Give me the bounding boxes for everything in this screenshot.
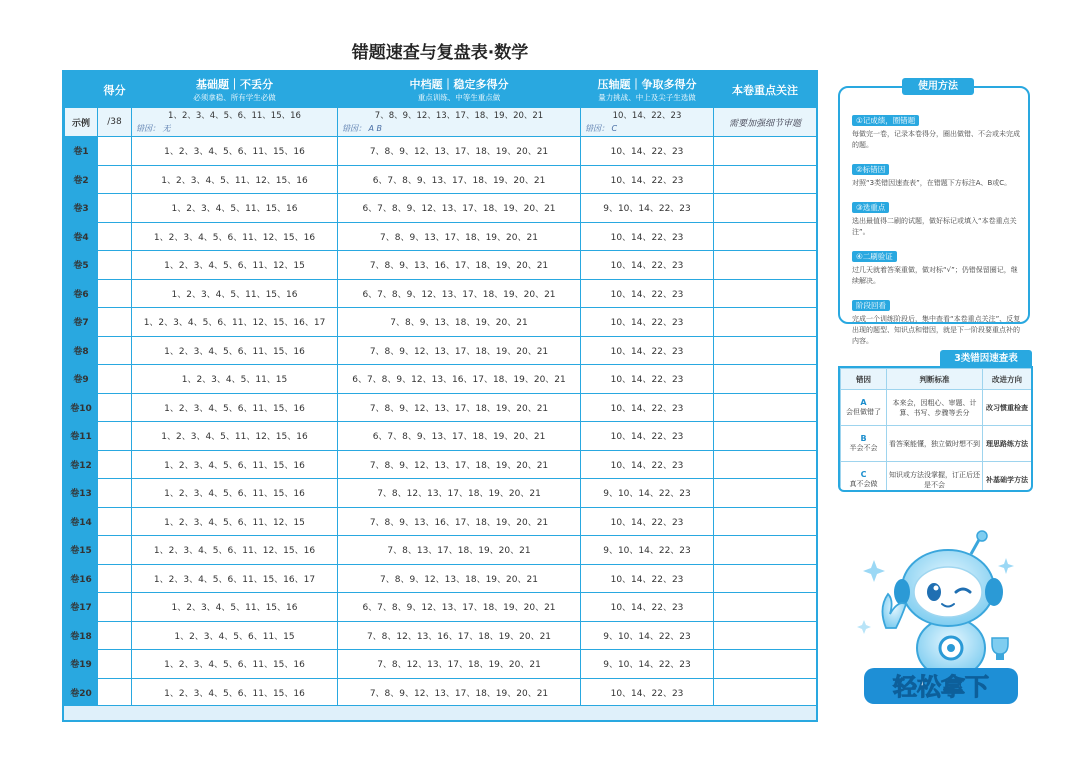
score-cell[interactable] xyxy=(98,194,132,223)
basic-cell: 1、2、3、4、5、6、11、12、15、16 xyxy=(132,536,338,565)
type-direction: 补基础学方法 xyxy=(983,462,1032,493)
basic-cell: 1、2、3、4、5、6、11、15、16 xyxy=(132,137,338,166)
row-label: 卷3 xyxy=(65,194,98,223)
hard-cell: 10、14、22、23 xyxy=(581,222,714,251)
mid-cell: 7、8、12、13、17、18、19、20、21 xyxy=(338,479,581,508)
usage-step-text: 完成一个训练阶段后，集中查看“本卷重点关注”、反复出现的题型、知识点和错因，就是下一阶段要重点补的内容。 xyxy=(852,315,1021,345)
hard-cell: 10、14、22、23 xyxy=(581,393,714,422)
focus-cell[interactable] xyxy=(714,621,817,650)
hard-cell: 10、14、22、23 xyxy=(581,365,714,394)
row-label: 卷20 xyxy=(65,678,98,707)
example-row xyxy=(65,108,817,137)
mid-cell: 7、8、9、12、13、17、18、19、20、21 错因： A B xyxy=(338,108,581,137)
row-label: 卷15 xyxy=(65,536,98,565)
score-cell[interactable] xyxy=(98,536,132,565)
type-direction: 改习惯重检查 xyxy=(983,390,1032,426)
usage-steps xyxy=(852,108,1022,353)
focus-cell[interactable]: 需要加强细节审题 xyxy=(714,108,817,137)
type-criteria: 知识或方法没掌握，订正后还是不会 xyxy=(887,462,983,493)
table-row xyxy=(65,365,817,394)
focus-cell[interactable] xyxy=(714,536,817,565)
basic-cell: 1、2、3、4、5、11、12、15、16 xyxy=(132,422,338,451)
score-cell[interactable] xyxy=(98,165,132,194)
table-row xyxy=(65,479,817,508)
mid-cell: 6、7、8、9、12、13、16、17、18、19、20、21 xyxy=(338,365,581,394)
mid-cell: 7、8、9、12、13、17、18、19、20、21 xyxy=(338,678,581,707)
basic-cell: 1、2、3、4、5、11、15、16 xyxy=(132,593,338,622)
mid-cell: 7、8、9、13、18、19、20、21 xyxy=(338,308,581,337)
types-header-direction: 改进方向 xyxy=(983,369,1032,390)
score-cell[interactable] xyxy=(98,393,132,422)
usage-step-title: ③选重点 xyxy=(852,202,889,213)
table-row xyxy=(65,165,817,194)
focus-cell[interactable] xyxy=(714,450,817,479)
mid-cell: 7、8、9、13、16、17、18、19、20、21 xyxy=(338,251,581,280)
mascot-text: 轻松拿下 xyxy=(893,673,989,701)
mid-cell: 7、8、13、17、18、19、20、21 xyxy=(338,536,581,565)
hard-cell: 10、14、22、23 xyxy=(581,593,714,622)
table-row xyxy=(65,621,817,650)
focus-cell[interactable] xyxy=(714,678,817,707)
types-header-criteria: 判断标准 xyxy=(887,369,983,390)
focus-cell[interactable] xyxy=(714,650,817,679)
hard-cell: 9、10、14、22、23 xyxy=(581,621,714,650)
usage-step-title: ①记成绩，圈错题 xyxy=(852,115,919,126)
table-row xyxy=(65,564,817,593)
hard-cell: 9、10、14、22、23 xyxy=(581,536,714,565)
header-focus: 本卷重点关注 xyxy=(714,73,817,108)
focus-cell[interactable] xyxy=(714,137,817,166)
type-letter: B xyxy=(860,434,867,443)
focus-cell[interactable] xyxy=(714,365,817,394)
robot-mascot-illustration xyxy=(856,530,1026,710)
type-desc: 半会不会 xyxy=(849,444,878,452)
hard-cell: 10、14、22、23 xyxy=(581,336,714,365)
usage-step xyxy=(852,157,1022,189)
header-blank xyxy=(65,73,98,108)
table-row xyxy=(65,137,817,166)
mid-cell: 7、8、9、12、13、17、18、19、20、21 xyxy=(338,137,581,166)
table-row xyxy=(65,279,817,308)
score-cell[interactable] xyxy=(98,222,132,251)
focus-cell[interactable] xyxy=(714,479,817,508)
score-cell[interactable] xyxy=(98,308,132,337)
basic-cell: 1、2、3、4、5、11、15 xyxy=(132,365,338,394)
type-direction: 理思路练方法 xyxy=(983,426,1032,462)
table-row xyxy=(65,222,817,251)
basic-cell: 1、2、3、4、5、6、11、15 xyxy=(132,621,338,650)
mid-cell: 6、7、8、9、12、13、17、18、19、20、21 xyxy=(338,593,581,622)
types-header-cause: 错因 xyxy=(841,369,887,390)
row-label: 卷1 xyxy=(65,137,98,166)
basic-cell: 1、2、3、4、5、6、11、15、16、17 xyxy=(132,564,338,593)
usage-step xyxy=(852,108,1022,151)
row-label: 卷16 xyxy=(65,564,98,593)
basic-cell: 1、2、3、4、5、6、11、15、16 xyxy=(132,678,338,707)
hard-cell: 10、14、22、23 xyxy=(581,137,714,166)
focus-cell[interactable] xyxy=(714,279,817,308)
usage-step-title: ②标错因 xyxy=(852,164,889,175)
mid-cell: 7、8、9、12、13、17、18、19、20、21 xyxy=(338,393,581,422)
focus-cell[interactable] xyxy=(714,336,817,365)
row-label: 卷4 xyxy=(65,222,98,251)
score-cell[interactable] xyxy=(98,479,132,508)
focus-cell[interactable] xyxy=(714,222,817,251)
header-score: 得分 xyxy=(98,73,132,108)
header-hard: 压轴题｜争取多得分 量力挑战、中上及尖子生选做 xyxy=(581,73,714,108)
mid-cell: 6、7、8、9、12、13、17、18、19、20、21 xyxy=(338,194,581,223)
hard-cell: 10、14、22、23 xyxy=(581,450,714,479)
row-label: 卷11 xyxy=(65,422,98,451)
score-cell[interactable] xyxy=(98,450,132,479)
score-cell[interactable] xyxy=(98,593,132,622)
score-cell[interactable] xyxy=(98,422,132,451)
row-label: 卷6 xyxy=(65,279,98,308)
row-label: 卷12 xyxy=(65,450,98,479)
mid-cell: 6、7、8、9、13、17、18、19、20、21 xyxy=(338,422,581,451)
hard-cell: 10、14、22、23 xyxy=(581,507,714,536)
score-cell[interactable] xyxy=(98,137,132,166)
type-desc: 会但做错了 xyxy=(846,408,881,416)
score-cell[interactable]: /38 xyxy=(98,108,132,137)
table-row xyxy=(65,336,817,365)
focus-cell[interactable] xyxy=(714,507,817,536)
row-label: 卷17 xyxy=(65,593,98,622)
hard-cell: 9、10、14、22、23 xyxy=(581,650,714,679)
type-criteria: 看答案能懂，独立做时想不到 xyxy=(887,426,983,462)
mid-cell: 6、7、8、9、12、13、17、18、19、20、21 xyxy=(338,279,581,308)
robot-icon xyxy=(856,530,1026,710)
basic-cell: 1、2、3、4、5、6、11、12、15、16、17 xyxy=(132,308,338,337)
hard-cell: 10、14、22、23 xyxy=(581,251,714,280)
usage-step xyxy=(852,244,1022,287)
type-row xyxy=(841,462,1032,493)
header-basic: 基础题｜不丢分 必须拿稳、所有学生必做 xyxy=(132,73,338,108)
table-row xyxy=(65,393,817,422)
row-label: 卷5 xyxy=(65,251,98,280)
basic-cell: 1、2、3、4、5、6、11、15、16 xyxy=(132,393,338,422)
basic-cell: 1、2、3、4、5、6、11、12、15 xyxy=(132,251,338,280)
usage-step-text: 过几天就着答案重做，做对标“√”；仍错保留圈记，继续解决。 xyxy=(852,266,1018,285)
focus-cell[interactable] xyxy=(714,251,817,280)
cause-note: 错因： 无 xyxy=(136,124,171,133)
score-cell[interactable] xyxy=(98,336,132,365)
type-cause xyxy=(841,426,887,462)
mid-cell: 7、8、12、13、16、17、18、19、20、21 xyxy=(338,621,581,650)
type-letter: A xyxy=(860,398,867,407)
row-label: 卷7 xyxy=(65,308,98,337)
focus-cell[interactable] xyxy=(714,308,817,337)
type-letter: C xyxy=(860,470,867,479)
basic-cell: 1、2、3、4、5、6、11、12、15 xyxy=(132,507,338,536)
mid-cell: 7、8、12、13、17、18、19、20、21 xyxy=(338,650,581,679)
type-cause xyxy=(841,462,887,493)
header-mid: 中档题｜稳定多得分 重点训练、中等生重点做 xyxy=(338,73,581,108)
mid-cell: 7、8、9、12、13、17、18、19、20、21 xyxy=(338,450,581,479)
cause-note: 错因： C xyxy=(585,124,618,133)
table-row xyxy=(65,422,817,451)
score-cell[interactable] xyxy=(98,365,132,394)
focus-cell[interactable] xyxy=(714,194,817,223)
hard-cell: 10、14、22、23 xyxy=(581,308,714,337)
focus-cell[interactable] xyxy=(714,564,817,593)
usage-step xyxy=(852,195,1022,238)
row-label: 卷19 xyxy=(65,650,98,679)
mid-cell: 7、8、9、13、16、17、18、19、20、21 xyxy=(338,507,581,536)
row-label: 卷10 xyxy=(65,393,98,422)
row-label: 卷8 xyxy=(65,336,98,365)
hard-cell: 9、10、14、22、23 xyxy=(581,479,714,508)
usage-step-text: 选出最值得二刷的试题，做好标记或填入“本卷重点关注”。 xyxy=(852,217,1017,236)
page-title: 错题速查与复盘表·数学 xyxy=(351,43,529,63)
focus-cell[interactable] xyxy=(714,165,817,194)
basic-cell: 1、2、3、4、5、6、11、15、16 错因： 无 xyxy=(132,108,338,137)
mid-cell: 7、8、9、12、13、18、19、20、21 xyxy=(338,564,581,593)
types-tab: 3类错因速查表 xyxy=(940,350,1032,367)
mid-cell: 7、8、9、13、17、18、19、20、21 xyxy=(338,222,581,251)
basic-cell: 1、2、3、4、5、11、12、15、16 xyxy=(132,165,338,194)
type-cause xyxy=(841,390,887,426)
row-label: 卷18 xyxy=(65,621,98,650)
table-row xyxy=(65,536,817,565)
hard-cell: 10、14、22、23 错因： C xyxy=(581,108,714,137)
score-cell[interactable] xyxy=(98,251,132,280)
type-criteria: 本来会，因粗心、审题、计算、书写、步骤等丢分 xyxy=(887,390,983,426)
usage-step-text: 每做完一卷，记录本卷得分，圈出做错、不会或未完成的题。 xyxy=(852,130,1020,149)
hard-cell: 10、14、22、23 xyxy=(581,279,714,308)
score-cell[interactable] xyxy=(98,564,132,593)
basic-cell: 1、2、3、4、5、6、11、15、16 xyxy=(132,336,338,365)
usage-step-text: 对照“3类错因速查表”，在错题下方标注A、B或C。 xyxy=(852,179,1012,187)
type-row xyxy=(841,390,1032,426)
cause-note: 错因： A B xyxy=(342,124,383,133)
row-label: 卷14 xyxy=(65,507,98,536)
basic-cell: 1、2、3、4、5、11、15、16 xyxy=(132,279,338,308)
table-row xyxy=(65,308,817,337)
error-types-panel xyxy=(838,366,1033,492)
score-cell[interactable] xyxy=(98,621,132,650)
usage-step-title: 阶段回看 xyxy=(852,300,890,311)
table-row xyxy=(65,450,817,479)
focus-cell[interactable] xyxy=(714,393,817,422)
hard-cell: 9、10、14、22、23 xyxy=(581,194,714,223)
usage-tab: 使用方法 xyxy=(902,78,974,95)
type-row xyxy=(841,426,1032,462)
basic-cell: 1、2、3、4、5、6、11、15、16 xyxy=(132,650,338,679)
score-cell[interactable] xyxy=(98,650,132,679)
row-label: 示例 xyxy=(65,108,98,137)
table-footer-strip xyxy=(64,705,816,720)
basic-cell: 1、2、3、4、5、6、11、15、16 xyxy=(132,479,338,508)
basic-cell: 1、2、3、4、5、6、11、15、16 xyxy=(132,450,338,479)
basic-cell: 1、2、3、4、5、11、15、16 xyxy=(132,194,338,223)
focus-cell[interactable] xyxy=(714,422,817,451)
basic-cell: 1、2、3、4、5、6、11、12、15、16 xyxy=(132,222,338,251)
table-row xyxy=(65,251,817,280)
score-cell[interactable] xyxy=(98,678,132,707)
table-row xyxy=(65,507,817,536)
focus-cell[interactable] xyxy=(714,593,817,622)
hard-cell: 10、14、22、23 xyxy=(581,165,714,194)
usage-step-title: ④二刷验证 xyxy=(852,251,897,262)
score-cell[interactable] xyxy=(98,279,132,308)
row-label: 卷13 xyxy=(65,479,98,508)
review-table xyxy=(62,70,818,722)
table-row xyxy=(65,678,817,707)
table-row xyxy=(65,194,817,223)
mid-cell: 6、7、8、9、13、17、18、19、20、21 xyxy=(338,165,581,194)
table-row xyxy=(65,650,817,679)
hard-cell: 10、14、22、23 xyxy=(581,422,714,451)
type-desc: 真不会做 xyxy=(849,480,878,488)
usage-step xyxy=(852,293,1022,347)
hard-cell: 10、14、22、23 xyxy=(581,678,714,707)
hard-cell: 10、14、22、23 xyxy=(581,564,714,593)
table-row xyxy=(65,593,817,622)
row-label: 卷2 xyxy=(65,165,98,194)
mid-cell: 7、8、9、12、13、17、18、19、20、21 xyxy=(338,336,581,365)
score-cell[interactable] xyxy=(98,507,132,536)
row-label: 卷9 xyxy=(65,365,98,394)
